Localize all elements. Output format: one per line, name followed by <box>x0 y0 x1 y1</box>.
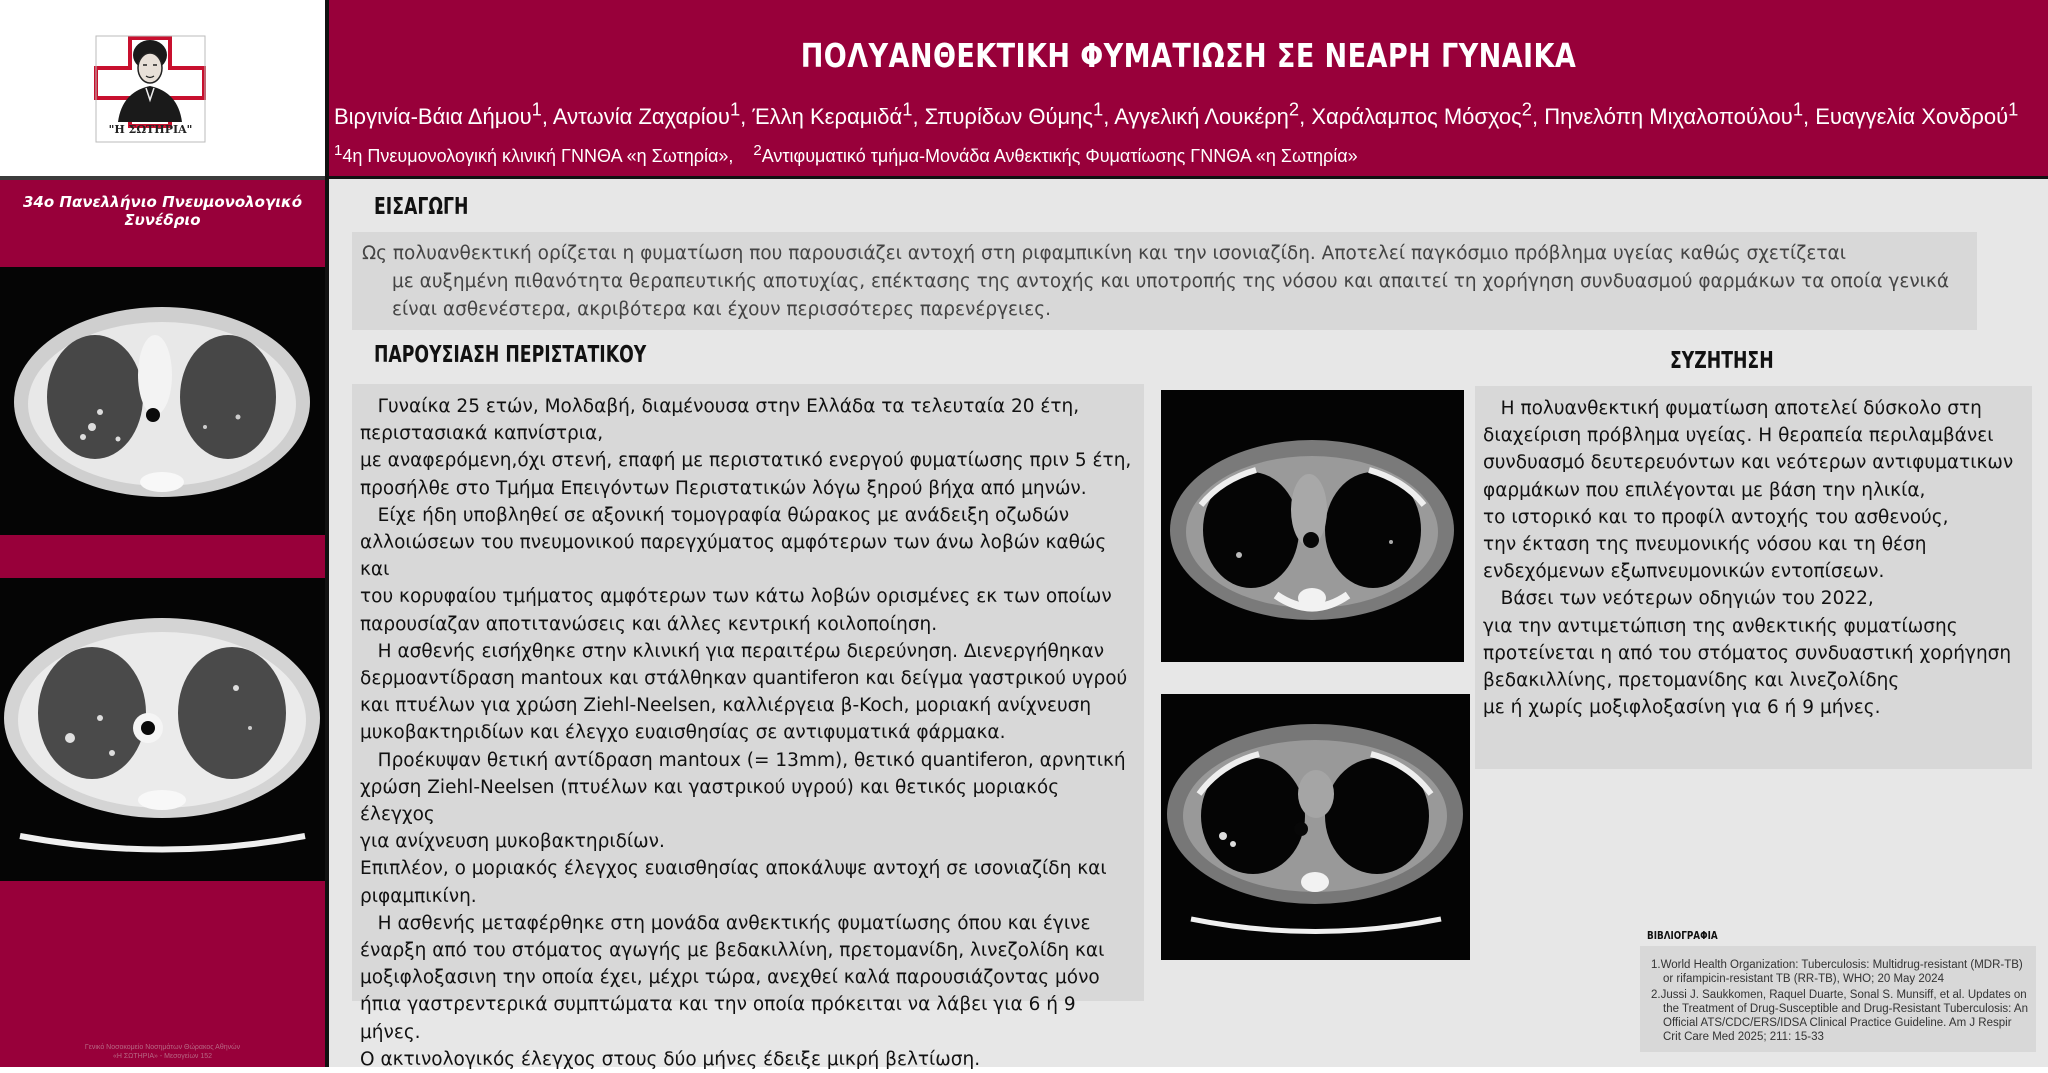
discussion-line: Η πολυανθεκτική φυματίωση αποτελεί δύσκολο στη <box>1483 398 1982 419</box>
case-line: Επιπλέον, ο μοριακός έλεγχος ευαισθησίας αποκάλυψε αντοχή σε ισονιαζίδη και <box>360 858 1107 880</box>
case-line: παρουσίαζαν αποτιτανώσεις και άλλες κεντρική κοιλοποίηση. <box>360 613 938 635</box>
case-line: μυκοβακτηριδίων και έλεγχο ευαισθησίας σε αντιφυματικά φάρμακα. <box>360 722 1006 744</box>
case-line: Ο ακτινολογικός έλεγχος στους δύο μήνες έδειξε μικρή βελτίωση. <box>360 1048 981 1070</box>
discussion-line: συνδυασμό δευτερευόντων και νεότερων αντιφυματικων <box>1483 452 2014 474</box>
case-line: αλλοιώσεων του πνευμονικού παρεγχύματος αμφότερων των άνω λοβών καθώς και <box>360 532 1113 581</box>
discussion-line: φαρμάκων που επιλέγονται με βάση την ηλικία, <box>1483 479 1926 501</box>
discussion-line: Βάσει των νεότερων οδηγιών του 2022, <box>1483 588 1874 610</box>
author: Έλλη Κεραμιδά$^1$, <box>752 99 925 130</box>
intro-heading: ΕΙΣΑΓΩΓΗ <box>374 194 469 220</box>
affiliation: $^2$Αντιφυματικό τμήμα-Μονάδα Ανθεκτικής Φυματίωσης ΓΝΝΘΑ «η Σωτηρία» <box>753 142 1358 166</box>
case-line: ριφαμπικίνη. <box>360 885 477 907</box>
ct-mediastinal-window-upper <box>1161 390 1464 662</box>
case-line: Προέκυψαν θετική αντίδραση mantoux (= 13mm), θετικό quantiferon, αρνητική <box>360 749 1126 771</box>
references-box <box>1640 946 2036 1052</box>
case-line: Είχε ήδη υποβληθεί σε αξονική τομογραφία θώρακος με ανάδειξη οζωδών <box>360 504 1070 526</box>
footer-line: Γενικό Νοσοκομείο Νοσημάτων Θώρακος Αθηνών <box>84 1044 241 1051</box>
case-line: και πτυέλων για χρώση Ziehl-Neelsen, καλλιέργεια β-Koch, μοριακή ανίχνευση <box>360 695 1092 717</box>
case-line: περιστασιακά καπνίστρια, <box>360 423 604 445</box>
ct-scan-image <box>1161 390 1464 662</box>
ct-mediastinal-window-lower <box>1161 694 1470 960</box>
case-line: του κορυφαίου τμήματος αμφότερων των κάτω λοβών ορισμένες εκ των οποίων <box>360 586 1112 608</box>
case-line: έναρξη από του στόματος αγωγής με βεδακιλλίνη, πρετομανίδη, λινεζολίδη και <box>360 940 1105 962</box>
discussion-line: το ιστορικό και το προφίλ αντοχής του ασθενούς, <box>1483 506 1949 528</box>
discussion-heading: ΣΥΖΗΤΗΣΗ <box>1670 348 1774 374</box>
reference-item: 1.World Health Organization: Tuberculosis: Multidrug-resistant (MDR-TB) or rifampicin-resistant TB (RR-TB), WHO; 20 May 2024 <box>1651 959 2023 985</box>
case-line: Η ασθενής μεταφέρθηκε στη μονάδα ανθεκτικής φυματίωσης όπου και έγινε <box>360 912 1091 934</box>
ct-lung-window-lower <box>0 578 325 881</box>
reference-item: 2.Jussi J. Saukkomen, Raquel Duarte, Sonal S. Munsiff, et al. Updates on the Treatment of Drug-Susceptible and Drug-Resistant Tuberculosis: An Official ATS/CDC/ERS/IDSA Clinical Practice Guideline. Am J Respir Crit Care Med 2025; 211: 15-33 <box>1651 989 2028 1043</box>
author: Ευαγγελία Χονδρού$^1$ <box>1815 99 2019 130</box>
author: Πηνελόπη Μιχαλοπούλου$^1$, <box>1544 99 1816 130</box>
footer-line: «Η ΣΩΤΗΡΙΑ» - Μεσογείων 152 <box>112 1053 213 1060</box>
discussion-line: προτείνεται η από του στόματος συνδυαστική χορήγηση <box>1483 642 2012 664</box>
discussion-line: βεδακιλλίνης, πρετομανίδης και λινεζολίδης <box>1483 670 1900 692</box>
discussion-line: ενδεχόμενων εξωπνευμονικών εντοπίσεων. <box>1483 561 1885 583</box>
poster-title: ΠΟΛΥΑΝΘΕΚΤΙΚΗ ΦΥΜΑΤΙΩΣΗ ΣΕ ΝΕΑΡΗ ΓΥΝΑΙΚΑ <box>800 36 1577 75</box>
logo-area <box>0 0 325 176</box>
discussion-line: την έκταση της πνευμονικής νόσου και τη θέση <box>1483 534 1927 556</box>
affiliations <box>334 142 2046 167</box>
sotiria-hospital-logo <box>0 0 325 176</box>
intro-paragraph: Ως πολυανθεκτική ορίζεται η φυματίωση που παρουσιάζει αντοχή στη ριφαμπικίνη και την ισονιαζίδη. Αποτελεί παγκόσμιο πρόβλημα υγείας καθώς σχετίζεται με αυξημένη πιθανότητα θεραπευτικής αποτυχίας, επέκτασης της αντοχής και υποτροπής της νόσου και απαιτεί τη χορήγηση συνδυασμού φαρμάκων τα οποία γενικά είναι ασθενέστερα, ακριβότερα και έχουν περισσότερες παρενέργειες. <box>362 243 1950 320</box>
discussion-line: διαχείριση πρόβλημα υγείας. Η θεραπεία περιλαμβάνει <box>1483 425 1994 447</box>
logo-caption: "Η ΣΩΤΗΡΙΑ" <box>108 123 193 136</box>
author: Αντωνία Ζαχαρίου$^1$, <box>552 99 753 130</box>
conference-name: 34ο Πανελλήνιο Πνευμονολογικό Συνέδριο <box>22 193 303 229</box>
case-heading: ΠΑΡΟΥΣΙΑΣΗ ΠΕΡΙΣΤΑΤΙΚΟΥ <box>374 342 647 368</box>
case-line: Γυναίκα 25 ετών, Μολδαβή, διαμένουσα στην Ελλάδα τα τελευταία 20 έτη, <box>360 396 1080 417</box>
author: Σπυρίδων Θύμης$^1$, <box>924 99 1115 130</box>
case-text-box <box>352 384 1144 1070</box>
author: Αγγελική Λουκέρη$^2$, <box>1114 99 1312 130</box>
case-line: δερμοαντίδραση mantoux και στάλθηκαν quantiferon και δείγμα γαστρικού υγρού <box>360 668 1128 690</box>
sidebar-footer <box>0 1043 325 1061</box>
author-list <box>334 99 2046 130</box>
ct-scan-image <box>0 267 325 535</box>
ct-scan-image <box>1161 694 1470 960</box>
ct-lung-window-upper <box>0 267 325 535</box>
case-line: προσήλθε στο Τμήμα Επειγόντων Περιστατικών λόγω ξηρού βήχα από μηνών. <box>360 477 1087 499</box>
case-line: χρώση Ziehl-Neelsen (πτυέλων και γαστρικού υγρού) και θετικός μοριακός έλεγχος <box>360 776 1065 826</box>
case-line: για ανίχνευση μυκοβακτηριδίων. <box>360 831 665 853</box>
author: Βιργινία-Βάια Δήμου$^1$, <box>334 99 553 130</box>
references-heading: ΒΙΒΛΙΟΓΡΑΦΙΑ <box>1647 929 1718 942</box>
case-line: ήπια γαστρεντερικά συμπτώματα και την οποία πρόκειται να λάβει για 6 ή 9 μήνες. <box>360 994 1082 1043</box>
discussion-line: για την αντιμετώπιση της ανθεκτικής φυματίωσης <box>1483 615 1958 637</box>
intro-text-box <box>352 232 1977 330</box>
discussion-text-box <box>1475 386 2032 769</box>
case-line: μοξιφλοξασινη την οποία έχει, μέχρι τώρα, ανεχθεί καλά παρουσιάζοντας μόνο <box>360 967 1100 989</box>
discussion-line: με ή χωρίς μοξιφλοξασίνη για 6 ή 9 μήνες. <box>1483 697 1881 719</box>
author: Χαράλαμπος Μόσχος$^2$, <box>1311 99 1545 130</box>
case-line: Η ασθενής εισήχθηκε στην κλινική για περαιτέρω διερεύνηση. Διενεργήθηκαν <box>360 640 1105 662</box>
affiliation: $^1$4η Πνευμονολογική κλινική ΓΝΝΘΑ «η Σωτηρία», <box>334 142 734 166</box>
case-line: με αναφερόμενη,όχι στενή, επαφή με περιστατικό ενεργού φυματίωσης πριν 5 έτη, <box>360 450 1132 472</box>
ct-scan-image <box>0 578 325 881</box>
